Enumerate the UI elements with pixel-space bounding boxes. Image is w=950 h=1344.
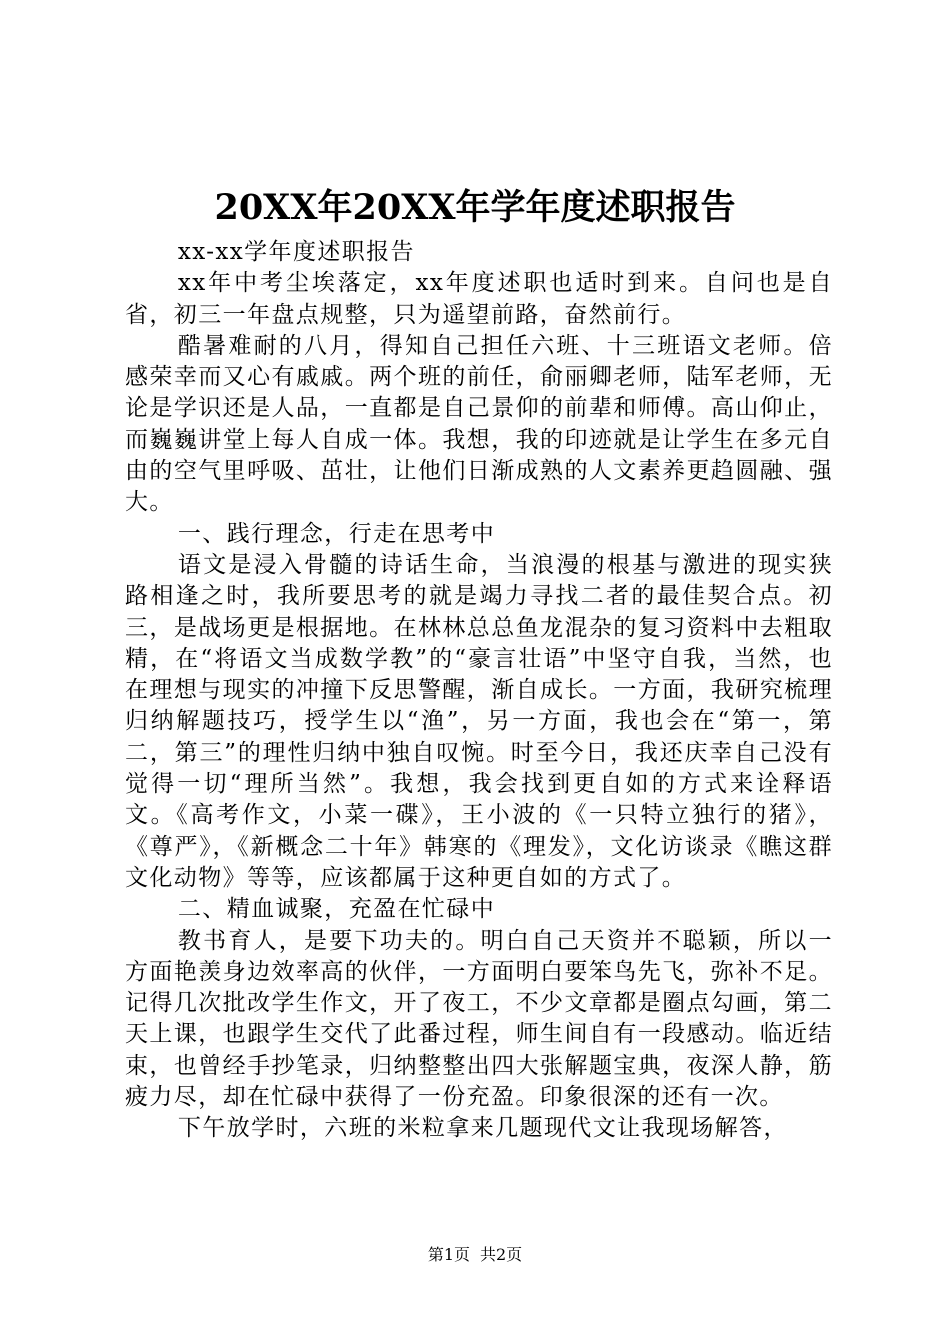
section-heading: 一、践行理念，行走在思考中 [177,520,496,547]
paragraph: 教书育人，是要下功夫的。明白自己天资并不聪颖，所以一方面艳羡身边效率高的伙伴，一方面明白要笨鸟先飞，弥补不足。记得几次批改学生作文，开了夜工，不少文章都是圈点勾画，第二天上课，也跟学生交代了此番过程，师生间自有一段感动。临近结束，也曾经手抄笔录，归纳整整出四大张解题宝典，夜深人静，筋疲力尽，却在忙碌中获得了一份充盈。印象很深的还有一次。 [125,927,833,1111]
paragraph: 语文是浸入骨髓的诗话生命，当浪漫的根基与激进的现实狭路相逢之时，我所要思考的就是竭力寻找二者的最佳契合点。初三，是战场更是根据地。在林林总总鱼龙混杂的复习资料中去粗取精，在“将语文当成数学教”的“豪言壮语”中坚守自我，当然，也在理想与现实的冲撞下反思警醒，渐自成长。一方面，我研究梳理归纳解题技巧，授学生以“渔”，另一方面，我也会在“第一，第二，第三”的理性归纳中独自叹惋。时至今日，我还庆幸自己没有觉得一切“理所当然”。我想，我会找到更自如的方式来诠释语文。《高考作文，小菜一碟》，王小波的《一只特立独行的猪》，《尊严》，《新概念二十年》韩寒的《理发》，文化访谈录《瞧这群文化动物》等等，应该都属于这种更自如的方式了。 [125,551,833,891]
paragraph-subtitle: xx-xx学年度述职报告 [177,239,415,265]
page-number: 第1页 [427,1245,470,1264]
paragraph: xx年中考尘埃落定，xx年度述职也适时到来。自问也是自省，初三一年盘点规整，只为遥望前路，奋然前行。 [125,270,833,328]
paragraph: 下午放学时，六班的米粒拿来几题现代文让我现场解答， [177,1115,788,1142]
section-heading: 二、精血诚聚，充盈在忙碌中 [177,896,496,923]
page-total: 共2页 [480,1245,523,1264]
document-title: 20XX年20XX年学年度述职报告 [214,187,736,228]
document-body [125,237,833,1145]
paragraph: 酷暑难耐的八月，得知自己担任六班、十三班语文老师。倍感荣幸而又心有戚戚。两个班的前任，俞丽卿老师，陆军老师，无论是学识还是人品，一直都是自己景仰的前辈和师傅。高山仰止，而巍巍讲堂上每人自成一体。我想，我的印迹就是让学生在多元自由的空气里呼吸、茁壮，让他们日渐成熟的人文素养更趋圆融、强大。 [125,332,833,516]
page-footer [0,1244,950,1266]
